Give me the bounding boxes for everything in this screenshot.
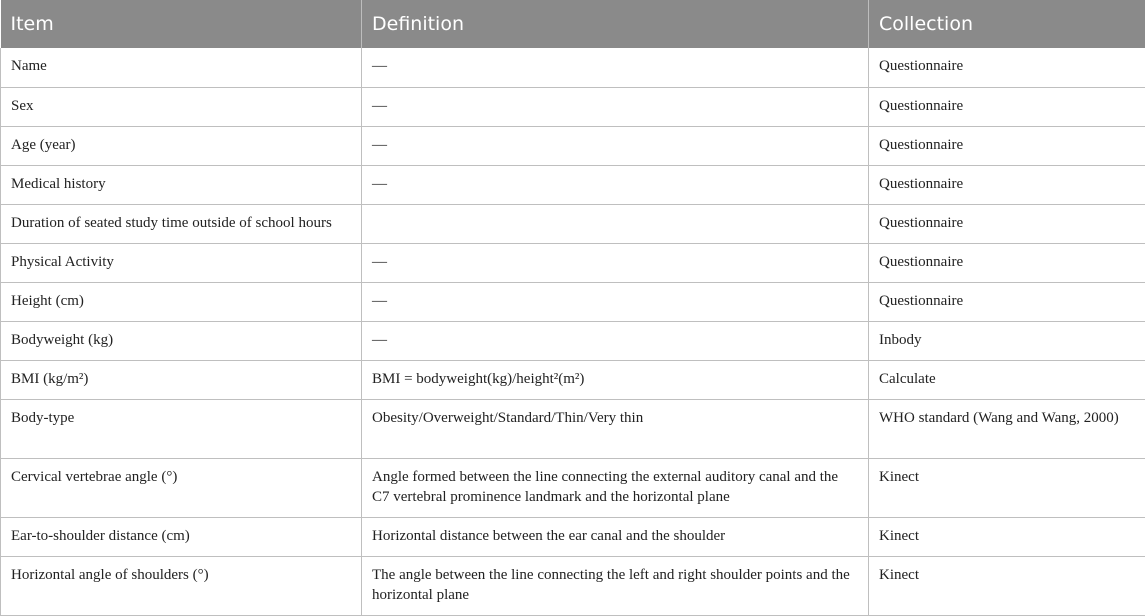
cell-definition: — bbox=[362, 165, 869, 204]
table-row bbox=[1, 321, 1145, 360]
cell-definition: — bbox=[362, 48, 869, 87]
header-definition: Definition bbox=[362, 0, 869, 48]
cell-item: Duration of seated study time outside of school hours bbox=[1, 204, 362, 243]
cell-item: Medical history bbox=[1, 165, 362, 204]
table-row bbox=[1, 165, 1145, 204]
table-row bbox=[1, 360, 1145, 399]
cell-definition: — bbox=[362, 282, 869, 321]
table-row bbox=[1, 48, 1145, 87]
table-row bbox=[1, 243, 1145, 282]
table-row bbox=[1, 556, 1145, 615]
header-item: Item bbox=[1, 0, 362, 48]
cell-collection: Questionnaire bbox=[869, 87, 1145, 126]
cell-collection: WHO standard (Wang and Wang, 2000) bbox=[869, 399, 1145, 458]
cell-definition bbox=[362, 204, 869, 243]
cell-collection: Questionnaire bbox=[869, 243, 1145, 282]
cell-collection: Questionnaire bbox=[869, 282, 1145, 321]
table-row bbox=[1, 399, 1145, 458]
table-row bbox=[1, 204, 1145, 243]
cell-item: Name bbox=[1, 48, 362, 87]
cell-item: Cervical vertebrae angle (°) bbox=[1, 458, 362, 517]
cell-definition: — bbox=[362, 243, 869, 282]
cell-definition: BMI = bodyweight(kg)/height²(m²) bbox=[362, 360, 869, 399]
cell-definition: Obesity/Overweight/Standard/Thin/Very thin bbox=[362, 399, 869, 458]
table-row bbox=[1, 282, 1145, 321]
cell-definition: — bbox=[362, 321, 869, 360]
table-row bbox=[1, 126, 1145, 165]
table-row bbox=[1, 458, 1145, 517]
cell-collection: Questionnaire bbox=[869, 48, 1145, 87]
header-collection: Collection bbox=[869, 0, 1145, 48]
header-row bbox=[1, 0, 1145, 48]
cell-item: BMI (kg/m²) bbox=[1, 360, 362, 399]
cell-item: Body-type bbox=[1, 399, 362, 458]
cell-definition: The angle between the line connecting the left and right shoulder points and the horizontal plane bbox=[362, 556, 869, 615]
cell-definition: Horizontal distance between the ear canal and the shoulder bbox=[362, 517, 869, 556]
cell-collection: Questionnaire bbox=[869, 204, 1145, 243]
cell-collection: Questionnaire bbox=[869, 126, 1145, 165]
cell-definition: — bbox=[362, 87, 869, 126]
cell-collection: Inbody bbox=[869, 321, 1145, 360]
cell-collection: Kinect bbox=[869, 556, 1145, 615]
cell-item: Bodyweight (kg) bbox=[1, 321, 362, 360]
cell-definition: — bbox=[362, 126, 869, 165]
cell-item: Horizontal angle of shoulders (°) bbox=[1, 556, 362, 615]
cell-item: Sex bbox=[1, 87, 362, 126]
cell-collection: Kinect bbox=[869, 458, 1145, 517]
cell-definition: Angle formed between the line connecting the external auditory canal and the C7 vertebral prominence landmark and the horizontal plane bbox=[362, 458, 869, 517]
cell-item: Age (year) bbox=[1, 126, 362, 165]
cell-collection: Kinect bbox=[869, 517, 1145, 556]
cell-item: Ear-to-shoulder distance (cm) bbox=[1, 517, 362, 556]
cell-item: Height (cm) bbox=[1, 282, 362, 321]
table-row bbox=[1, 87, 1145, 126]
cell-item: Physical Activity bbox=[1, 243, 362, 282]
cell-collection: Questionnaire bbox=[869, 165, 1145, 204]
table-row bbox=[1, 517, 1145, 556]
cell-collection: Calculate bbox=[869, 360, 1145, 399]
